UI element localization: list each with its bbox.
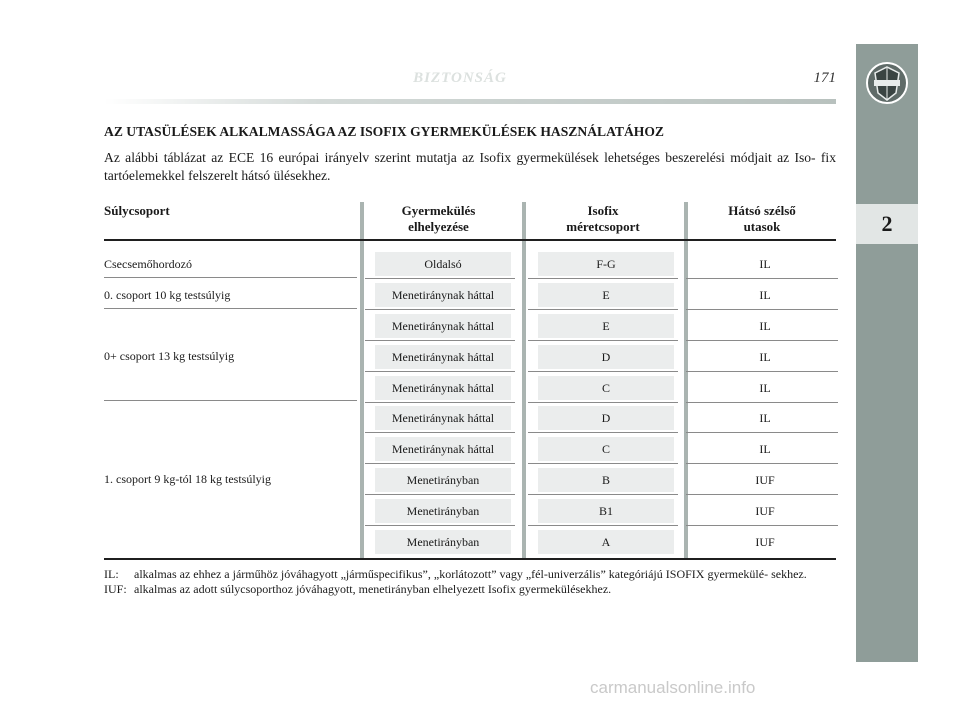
weight-group-label: Csecsemőhordozó bbox=[104, 256, 192, 271]
row-separator bbox=[365, 463, 515, 464]
row-separator bbox=[528, 309, 678, 310]
seat-position-cell: Oldalsó bbox=[375, 252, 511, 276]
seat-position-cell: Menetiránynak háttal bbox=[375, 376, 511, 400]
seat-position-cell: Menetiránynak háttal bbox=[375, 283, 511, 307]
row-separator bbox=[528, 278, 678, 279]
page-number: 171 bbox=[813, 70, 836, 86]
footnote-iuf: IUF: alkalmas az adott súlycsoporthoz jóváhagyott, menetirányban elhelyezett Isofix gyermekülésekhez. bbox=[104, 582, 612, 596]
row-separator bbox=[528, 463, 678, 464]
row-separator bbox=[528, 340, 678, 341]
column-divider bbox=[684, 202, 688, 559]
column-divider bbox=[360, 202, 364, 559]
seat-position-cell: Menetirányban bbox=[375, 499, 511, 523]
isofix-size-cell: E bbox=[538, 314, 674, 338]
row-separator bbox=[686, 432, 838, 433]
watermark: carmanualsonline.info bbox=[590, 678, 756, 697]
rear-seat-cell: IUF bbox=[755, 503, 775, 518]
table-header-rule bbox=[104, 239, 836, 241]
lancia-shield-icon bbox=[865, 59, 909, 107]
col-header-seat-position: Gyermekülés elhelyezése bbox=[401, 203, 476, 234]
isofix-size-cell: A bbox=[538, 530, 674, 554]
rear-seat-cell: IL bbox=[759, 380, 771, 395]
isofix-size-cell: D bbox=[538, 345, 674, 369]
row-separator bbox=[686, 371, 838, 372]
isofix-size-cell: B bbox=[538, 468, 674, 492]
row-separator bbox=[686, 278, 838, 279]
rear-seat-cell: IUF bbox=[755, 472, 775, 487]
row-separator bbox=[365, 309, 515, 310]
row-separator bbox=[365, 278, 515, 279]
row-separator bbox=[686, 463, 838, 464]
row-separator bbox=[365, 371, 515, 372]
seat-position-cell: Menetirányban bbox=[375, 530, 511, 554]
row-separator bbox=[528, 525, 678, 526]
brand-logo bbox=[856, 44, 918, 122]
rear-seat-cell: IL bbox=[759, 441, 771, 456]
isofix-size-cell: E bbox=[538, 283, 674, 307]
row-separator bbox=[686, 402, 838, 403]
seat-position-cell: Menetiránynak háttal bbox=[375, 406, 511, 430]
rear-seat-cell: IL bbox=[759, 287, 771, 302]
row-separator bbox=[365, 432, 515, 433]
header-rule bbox=[104, 99, 836, 104]
row-separator bbox=[365, 340, 515, 341]
seat-position-cell: Menetiránynak háttal bbox=[375, 437, 511, 461]
row-separator bbox=[365, 402, 515, 403]
weight-group-label: 0+ csoport 13 kg testsúlyig bbox=[104, 349, 235, 363]
rear-seat-cell: IL bbox=[759, 318, 771, 333]
seat-position-cell: Menetirányban bbox=[375, 468, 511, 492]
rear-seat-cell: IL bbox=[759, 410, 771, 425]
chapter-number[interactable]: 2 bbox=[856, 204, 918, 244]
row-separator bbox=[686, 494, 838, 495]
footnotes bbox=[104, 567, 836, 597]
row-separator bbox=[365, 494, 515, 495]
row-separator bbox=[528, 494, 678, 495]
rear-seat-cell: IUF bbox=[755, 534, 775, 549]
isofix-size-cell: C bbox=[538, 437, 674, 461]
row-separator bbox=[365, 525, 515, 526]
row-separator bbox=[528, 402, 678, 403]
page-title: AZ UTASÜLÉSEK ALKALMASSÁGA AZ ISOFIX GYERMEKÜLÉSEK HASZNÁLATÁHOZ bbox=[104, 124, 664, 139]
isofix-size-cell: D bbox=[538, 406, 674, 430]
col-header-isofix-size: Isofix méretcsoport bbox=[566, 203, 640, 234]
rear-seat-cell: IL bbox=[759, 256, 771, 271]
rear-seat-cell: IL bbox=[759, 349, 771, 364]
column-divider bbox=[522, 202, 526, 559]
row-separator bbox=[528, 432, 678, 433]
isofix-size-cell: C bbox=[538, 376, 674, 400]
row-separator bbox=[528, 371, 678, 372]
table-bottom-rule bbox=[104, 558, 836, 560]
weight-group-label: 0. csoport 10 kg testsúlyig bbox=[104, 287, 231, 302]
seat-position-cell: Menetiránynak háttal bbox=[375, 345, 511, 369]
row-separator bbox=[686, 525, 838, 526]
weight-group-label: 1. csoport 9 kg-tól 18 kg testsúlyig bbox=[104, 471, 271, 486]
row-separator bbox=[686, 309, 838, 310]
group-separator bbox=[104, 400, 357, 401]
seat-position-cell: Menetiránynak háttal bbox=[375, 314, 511, 338]
chapter-sidebar bbox=[856, 44, 918, 662]
section-title: BIZTONSÁG bbox=[413, 70, 507, 86]
col-header-rear-seats: Hátsó szélső utasok bbox=[728, 203, 796, 234]
footnote-il: IL: alkalmas az ehhez a járműhöz jóváhagyott „járműspecifikus”, „korlátozott” vagy „fél-univerzális” kategóriájú ISOFIX gyermekülé- sekhez. bbox=[104, 567, 807, 581]
col-header-weight-group: Súlycsoport bbox=[104, 203, 170, 218]
group-separator bbox=[104, 277, 357, 278]
isofix-size-cell: B1 bbox=[538, 499, 674, 523]
isofix-size-cell: F-G bbox=[538, 252, 674, 276]
row-separator bbox=[686, 340, 838, 341]
group-separator bbox=[104, 308, 357, 309]
intro-paragraph: Az alábbi táblázat az ECE 16 európai irányelv szerint mutatja az Isofix gyermekülések lehetséges beszerelési módjait az Iso- fix tartóelemekkel felszerelt hátsó ülésekhez. bbox=[104, 150, 836, 183]
